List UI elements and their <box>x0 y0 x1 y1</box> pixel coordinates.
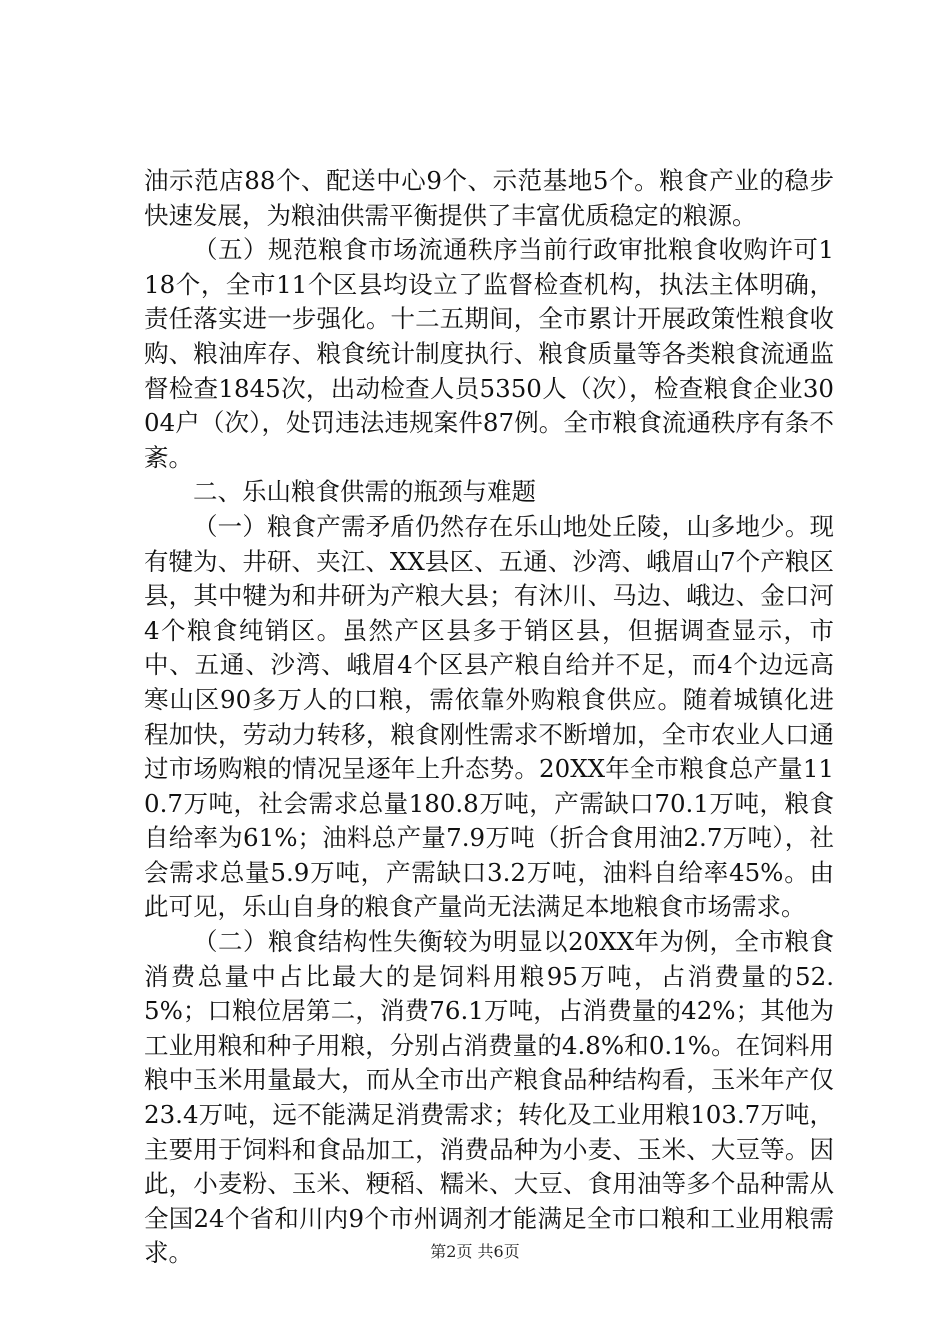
paragraph-subsection-2: （二）粮食结构性失衡较为明显以20XX年为例，全市粮食消费总量中占比最大的是饲料用粮95万吨，占消费量的52.5%；口粮位居第二，消费76.1万吨，占消费量的42%；其他为工业用粮和种子用粮，分别占消费量的4.8%和0.1%。在饲料用粮中玉米用量最大，而从全市出产粮食品种结构看，玉米年产仅23.4万吨，远不能满足消费需求；转化及工业用粮103.7万吨，主要用于饲料和食品加工，消费品种为小麦、玉米、大豆等。因此，小麦粉、玉米、粳稻、糯米、大豆、食用油等多个品种需从全国24个省和川内9个市州调剂才能满足全市口粮和工业用粮需求。 <box>144 927 834 1268</box>
paragraph-subsection-1: （一）粮食产需矛盾仍然存在乐山地处丘陵，山多地少。现有犍为、井研、夹江、XX县区、五通、沙湾、峨眉山7个产粮区县，其中犍为和井研为产粮大县；有沐川、马边、峨边、金口河4个粮食纯销区。虽然产区县多于销区县，但据调查显示，市中、五通、沙湾、峨眉4个区县产粮自给并不足，而4个边远高寒山区90多万人的口粮，需依靠外购粮食供应。随着城镇化进程加快，劳动力转移，粮食刚性需求不断增加，全市农业人口通过市场购粮的情况呈逐年上升态势。20XX年全市粮食总产量110.7万吨，社会需求总量180.8万吨，产需缺口70.1万吨，粮食自给率为61%；油料总产量7.9万吨（折合食用油2.7万吨），社会需求总量5.9万吨，产需缺口3.2万吨，油料自给率45%。由此可见，乐山自身的粮食产量尚无法满足本地粮食市场需求。 <box>144 511 834 922</box>
paragraph-section-5: （五）规范粮食市场流通秩序当前行政审批粮食收购许可118个，全市11个区县均设立了监督检查机构，执法主体明确，责任落实进一步强化。十二五期间，全市累计开展政策性粮食收购、粮油库存、粮食统计制度执行、粮食质量等各类粮食流通监督检查1845次，出动检查人员5350人（次），检查粮食企业3004户（次），处罚违法违规案件87例。全市粮食流通秩序有条不紊。 <box>144 235 834 472</box>
section-heading-2: 二、乐山粮食供需的瓶颈与难题 <box>193 477 536 507</box>
page-number-footer: 第2页 共6页 <box>430 1242 520 1261</box>
document-body <box>144 164 834 1271</box>
paragraph-continuation: 油示范店88个、配送中心9个、示范基地5个。粮食产业的稳步快速发展，为粮油供需平衡提供了丰富优质稳定的粮源。 <box>144 166 834 230</box>
